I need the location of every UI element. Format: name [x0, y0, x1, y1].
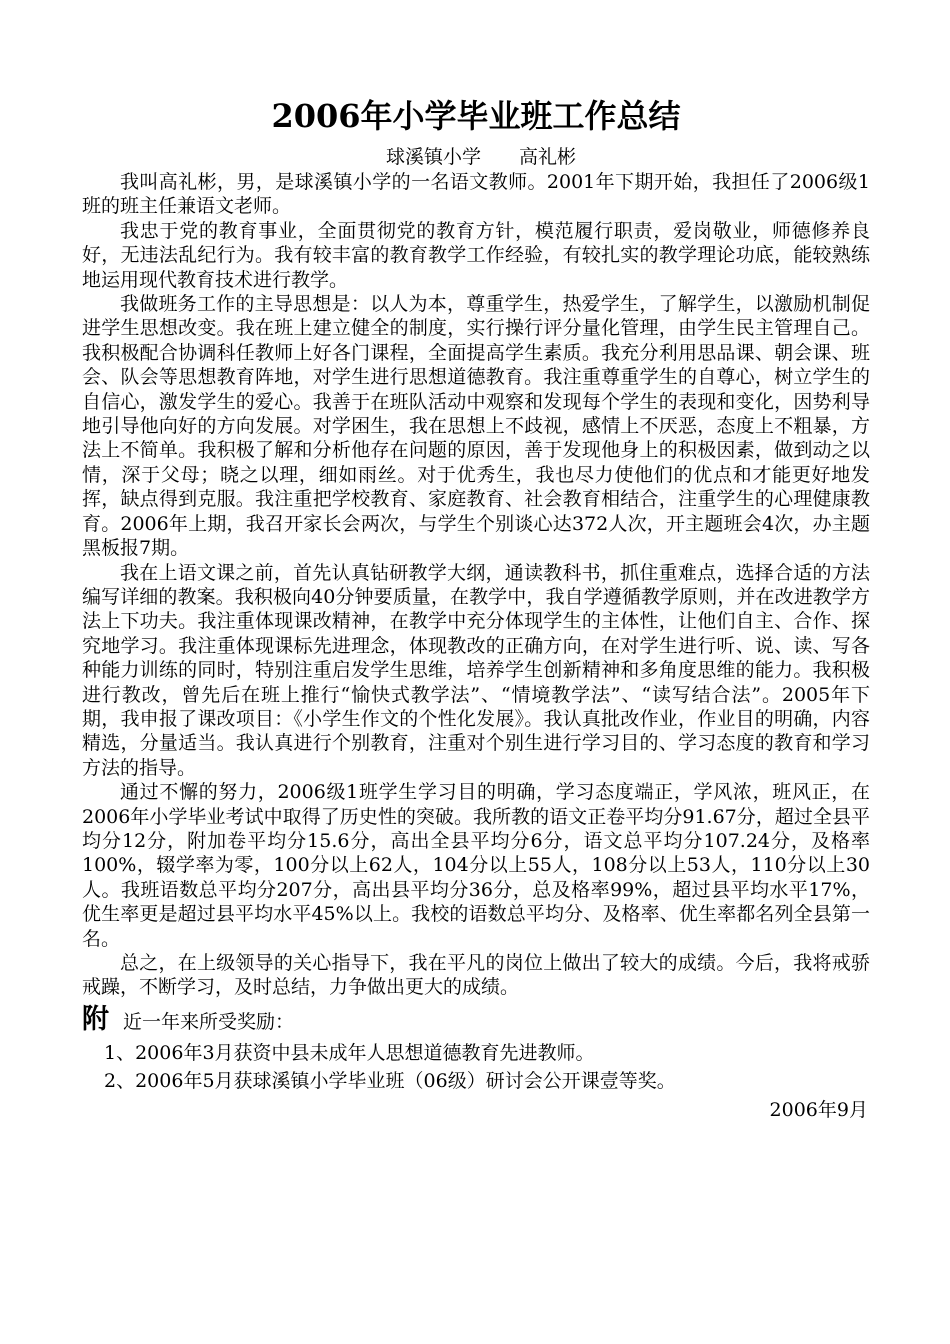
document-body [82, 170, 870, 1000]
paragraph-intro: 我叫高礼彬，男，是球溪镇小学的一名语文教师。2001年下期开始，我担任了2006级1班的班主任兼语文老师。 [82, 171, 870, 218]
author-byline: 球溪镇小学 高礼彬 [385, 146, 576, 168]
document-title: 2006年小学毕业班工作总结 [271, 97, 681, 135]
paragraph-teaching: 我在上语文课之前，首先认真钻研教学大纲，通读教科书，抓住重难点，选择合适的方法编写详细的教案。我积极向40分钟要质量，在教学中，我自学遵循教学原则，并在改进教学方法上下功夫。我注重体现课改精神，在教学中充分体现学生的主体性，让他们自主、合作、探究地学习。我注重体现课标先进理念，体现教改的正确方向，在对学生进行听、说、读、写各种能力训练的同时，特别注重启发学生思维，培养学生创新精神和多角度思维的能力。我积极进行教改，曾先后在班上推行“愉快式教学法”、“情境教学法”、“读写结合法”。2005年下期，我申报了课改项目：《小学生作文的个性化发展》。我认真批改作业，作业目的明确，内容精选，分量适当。我认真进行个别教育，注重对个别生进行学习目的、学习态度的教育和学习方法的指导。 [82, 561, 870, 779]
paragraph-conclusion: 总之，在上级领导的关心指导下，我在平凡的岗位上做出了较大的成绩。今后，我将戒骄戒躁，不断学习，及时总结，力争做出更大的成绩。 [82, 952, 870, 999]
award-item: 2、2006年5月获球溪镇小学毕业班（06级）研讨会公开课壹等奖。 [104, 1069, 676, 1092]
appendix-heading [82, 1003, 870, 1039]
appendix-mark: 附 [82, 1003, 109, 1035]
paragraph-class-management: 我做班务工作的主导思想是：以人为本，尊重学生，热爱学生，了解学生，以激励机制促进学生思想改变。我在班上建立健全的制度，实行操行评分量化管理，由学生民主管理自己。我积极配合协调科任教师上好各门课程，全面提高学生素质。我充分利用思品课、朝会课、班会、队会等思想教育阵地，对学生进行思想道德教育。我注重尊重学生的自尊心，树立学生的自信心，激发学生的爱心。我善于在班队活动中观察和发现每个学生的表现和变化，因势利导地引导他向好的方向发展。对学困生，我在思想上不歧视，感情上不厌恶，态度上不粗暴，方法上不简单。我积极了解和分析他存在问题的原因，善于发现他身上的积极因素，做到动之以情，深于父母；晓之以理，细如雨丝。对于优秀生，我也尽力使他们的优点和才能更好地发挥，缺点得到克服。我注重把学校教育、家庭教育、社会教育相结合，注重学生的心理健康教育。2006年上期，我召开家长会两次，与学生个别谈心达372人次，开主题班会4次，办主题黑板报7期。 [82, 293, 870, 560]
awards-list [82, 1039, 870, 1095]
award-item: 1、2006年3月获资中县未成年人思想道德教育先进教师。 [104, 1041, 595, 1064]
appendix-heading-text: 近一年来所受奖励： [123, 1010, 295, 1033]
document-content [82, 88, 870, 1125]
document-date: 2006年9月 [769, 1098, 868, 1121]
paragraph-ethics: 我忠于党的教育事业，全面贯彻党的教育方针，模范履行职责，爱岗敬业，师德修养良好，无违法乱纪行为。我有较丰富的教育教学工作经验，有较扎实的教学理论功底，能较熟练地运用现代教育技术进行教学。 [82, 219, 870, 291]
paragraph-results: 通过不懈的努力，2006级1班学生学习目的明确，学习态度端正，学风浓，班风正，在2006年小学毕业考试中取得了历史性的突破。我所教的语文正卷平均分91.67分，超过全县平均分12分，附加卷平均分15.6分，高出全县平均分6分，语文总平均分107.24分，及格率100%，辍学率为零，100分以上62人，104分以上55人，108分以上53人，110分以上30人。我班语数总平均分207分，高出县平均分36分，总及格率99%，超过县平均水平17%，优生率更是超过县平均水平45%以上。我校的语数总平均分、及格率、优生率都名列全县第一名。 [82, 781, 870, 950]
